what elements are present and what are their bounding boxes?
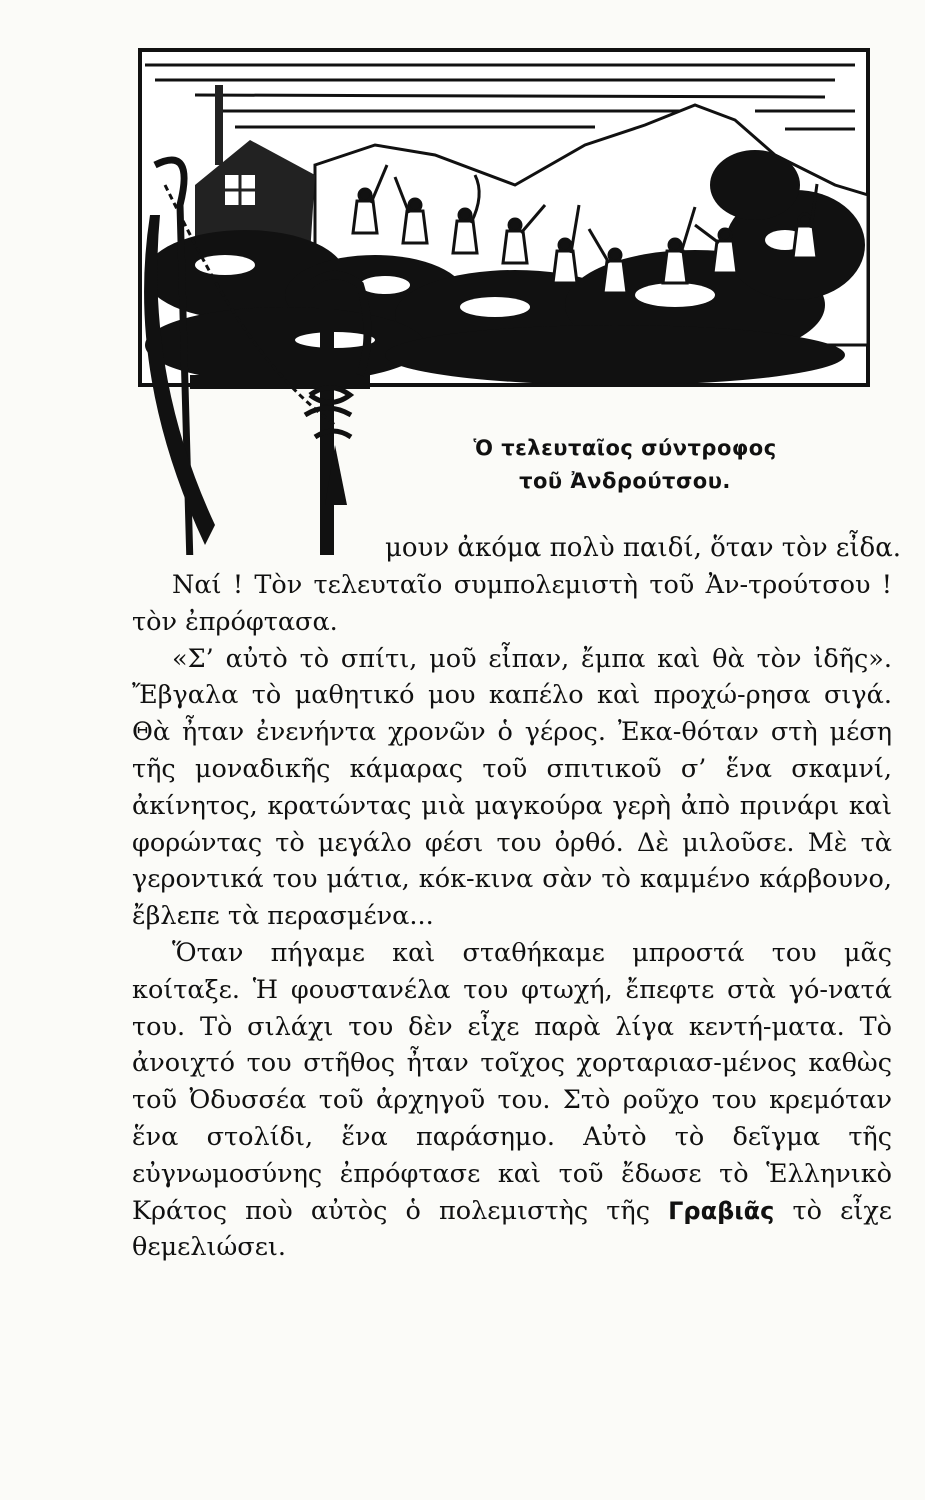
paragraph-3-main: Ὅταν πήγαμε καὶ σταθήκαμε μπροστά του μᾶς κοίταξε. Ἡ φουστανέλα του φτωχή, ἔπεφτε στὰ γό-νατά του. Τὸ σιλάχι του δὲν εἶχε παρὰ λίγα κεντή-ματα. Τὸ ἀνοιχτό του στῆθος ἦταν τοῖχος χορταριασ-μένος καθὼς τοῦ Ὀδυσσέα τοῦ ἀρχηγοῦ του. Στὸ ροῦχο του κρεμόταν ἕνα στολίδι, ἕνα παράσημο. Αὐτὸ τὸ δεῖγμα τῆς εὐγνωμοσύνης ἐπρόφτασε καὶ τοῦ ἔδωσε τὸ Ἑλληνικὸ Κράτος ποὺ αὐτὸς ὁ πολεμιστὴς τῆς (132, 937, 892, 1226)
paragraph-1: Ναί ! Τὸν τελευταῖο συμπολεμιστὴ τοῦ Ἀν-τρούτσου ! τὸν ἐπρόφτασα. (132, 570, 892, 637)
paragraph-3 (132, 935, 892, 1266)
chapter-title-line-2: τοῦ Ἀνδρούτσου. (519, 469, 731, 493)
opening-line: μουν ἀκόμα πολὺ παιδί, ὅταν τὸν εἶδα. (385, 533, 902, 563)
body-text (132, 567, 892, 1266)
paragraph-3-bold-word: Γραβιᾶς (668, 1196, 775, 1225)
paragraph-3-end: τὸ εἶχε θεμελιώσει. (132, 1195, 892, 1263)
chapter-title-line-1: Ὁ τελευταῖος σύντροφος (473, 436, 777, 460)
paragraph-2: «Σ’ αὐτὸ τὸ σπίτι, μοῦ εἶπαν, ἔμπα καὶ θὰ τὸν ἰδῆς». Ἔβγαλα τὸ μαθητικό μου καπέλο καὶ προχώ-ρησα σιγά. Θὰ ἦταν ἐνενήντα χρονῶν ὁ γέρος. Ἐκα-θόταν στὴ μέση τῆς μοναδικῆς κάμαρας τοῦ σπιτικοῦ σ’ ἕνα σκαμνί, ἀκίνητος, κρατώντας μιὰ μαγκούρα γερὴ ἀπὸ πρινάρι καὶ φορώντας τὸ μεγάλο φέσι του ὀρθό. Δὲ μιλοῦσε. Μὲ τὰ γεροντικά του μάτια, κόκ-κινα σὰν τὸ καμμένο κάρβουνο, ἔβλεπε τὰ περασμένα... (132, 643, 892, 932)
chapter-title (455, 432, 795, 498)
